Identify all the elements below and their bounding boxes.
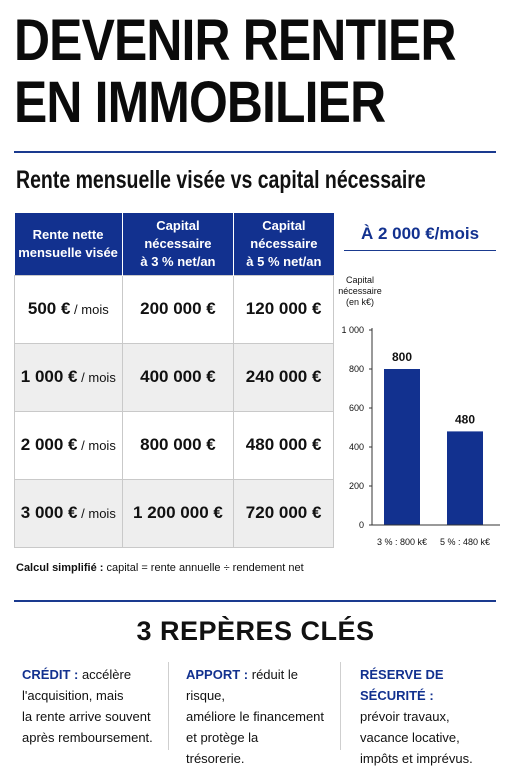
note-text: capital = rente annuelle ÷ rendement net	[103, 562, 304, 574]
bar	[384, 369, 420, 525]
section-subtitle: Rente mensuelle visée vs capital nécessaire	[16, 166, 426, 194]
key-point-line: améliore le financement	[186, 709, 325, 724]
cell-cap3: 200 000 €	[122, 275, 234, 343]
y-tick-label: 400	[348, 442, 364, 452]
rente-unit: / mois	[77, 438, 116, 453]
rente-value: 1 000 €	[20, 367, 78, 386]
middle-divider	[14, 600, 496, 602]
cell-cap3: 400 000 €	[122, 343, 234, 411]
page-title	[14, 8, 456, 135]
capital-bar-chart	[338, 250, 508, 555]
y-axis-label-line: Capital	[345, 275, 375, 285]
bar-data-label: 800	[391, 350, 413, 364]
y-axis-label-line: (en k€)	[345, 297, 375, 307]
key-point-line: impôts et imprévus.	[360, 751, 473, 766]
cell-cap3: 1 200 000 €	[122, 479, 234, 547]
key-point-label: RÉSERVE DE SÉCURITÉ :	[360, 667, 444, 703]
key-point-credit	[22, 664, 168, 748]
key-point-reserve	[360, 664, 506, 768]
cell-cap5: 720 000 €	[234, 479, 334, 547]
key-point-label: CRÉDIT :	[22, 667, 79, 682]
chart-title: À 2 000 €/mois	[360, 224, 480, 243]
y-tick-label: 1 000	[341, 325, 364, 335]
table-header-row	[15, 213, 334, 275]
y-axis-label-line: nécessaire	[338, 286, 382, 296]
key-points-title: 3 REPÈRES CLÉS	[136, 616, 375, 646]
header-capital-3	[122, 213, 234, 275]
key-point-label: APPORT :	[186, 667, 249, 682]
header-capital-5-text: Capital nécessaire à 5 % net/an	[246, 217, 322, 269]
header-capital-3-text: Capital nécessaire à 3 % net/an	[140, 217, 216, 269]
y-tick-label: 800	[348, 364, 364, 374]
header-capital-5	[234, 213, 334, 275]
y-tick-label: 200	[348, 481, 364, 491]
key-point-line	[22, 664, 168, 685]
cell-cap5: 480 000 €	[234, 411, 334, 479]
y-axis-label	[338, 275, 382, 307]
key-point-line: trésorerie.	[186, 751, 245, 766]
key-point-line	[360, 664, 506, 706]
key-point-line: et protège la	[186, 730, 259, 745]
key-point-line: la rente arrive souvent	[22, 709, 151, 724]
cell-rente	[15, 343, 123, 411]
table-row	[15, 479, 334, 547]
table-row	[15, 275, 334, 343]
key-point-line: après remboursement.	[22, 730, 153, 745]
header-rente-text: Rente nette mensuelle visée	[18, 226, 118, 260]
title-line-2: EN IMMOBILIER	[14, 70, 386, 135]
key-point-apport	[186, 664, 336, 768]
cell-rente	[15, 411, 123, 479]
table-row	[15, 343, 334, 411]
key-point-text: réduit le risque,	[186, 667, 298, 703]
title-line-1: DEVENIR RENTIER	[14, 8, 456, 73]
rente-unit: / mois	[77, 370, 116, 385]
key-point-line: prévoir travaux,	[360, 709, 450, 724]
note-label: Calcul simplifié :	[16, 562, 104, 574]
cell-rente	[15, 479, 123, 547]
bar	[447, 431, 483, 525]
rente-value: 2 000 €	[20, 435, 78, 454]
y-tick-label: 600	[348, 403, 364, 413]
key-point-line	[186, 664, 336, 706]
rente-unit: / mois	[70, 302, 109, 317]
key-point-line: vacance locative,	[360, 730, 460, 745]
key-point-separator	[168, 662, 169, 750]
key-point-separator	[340, 662, 341, 750]
header-rente	[15, 213, 123, 275]
y-axis	[341, 325, 372, 530]
rente-unit: / mois	[77, 506, 116, 521]
rente-value: 3 000 €	[20, 503, 78, 522]
cell-rente	[15, 275, 123, 343]
top-divider	[14, 151, 496, 153]
x-tick-label: 3 % : 800 k€	[376, 537, 428, 547]
cell-cap5: 240 000 €	[234, 343, 334, 411]
bars	[384, 350, 483, 525]
x-tick-label: 5 % : 480 k€	[439, 537, 491, 547]
capital-table	[14, 213, 334, 548]
table-row	[15, 411, 334, 479]
y-tick-label: 0	[358, 520, 364, 530]
key-point-text: accélère	[78, 667, 132, 682]
bar-data-label: 480	[454, 412, 476, 427]
x-axis	[372, 525, 500, 547]
rente-value: 500 €	[27, 299, 71, 318]
cell-cap5: 120 000 €	[234, 275, 334, 343]
calculation-note	[16, 562, 304, 574]
key-point-line: l'acquisition, mais	[22, 688, 124, 703]
cell-cap3: 800 000 €	[122, 411, 234, 479]
